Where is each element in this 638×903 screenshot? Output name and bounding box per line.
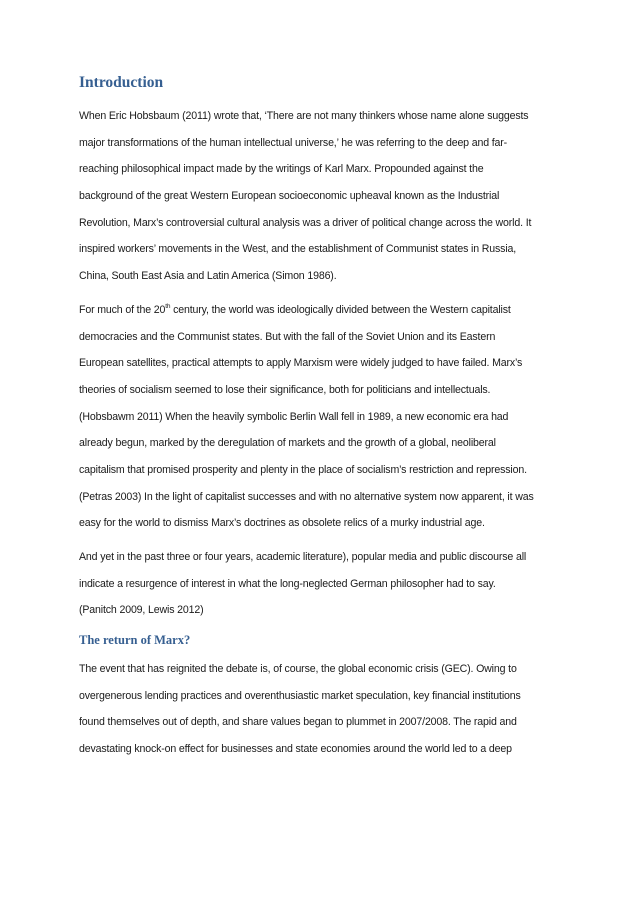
document-body — [79, 72, 565, 770]
text-line: devastating knock-on effect for businesses and state economies around the world led to a deep — [79, 743, 512, 756]
paragraph-2 — [79, 297, 565, 537]
text-line — [79, 297, 565, 324]
text-line: found themselves out of depth, and share values began to plummet in 2007/2008. The rapid and — [79, 716, 517, 729]
text-line: overgenerous lending practices and overenthusiastic market speculation, key financial institutions — [79, 689, 521, 702]
paragraph-4 — [79, 656, 565, 763]
paragraph-3 — [79, 544, 565, 624]
text-line: capitalism that promised prosperity and plenty in the place of socialism’s restriction and repression. — [79, 463, 527, 476]
text-line: democracies and the Communist states. But with the fall of the Soviet Union and its Eastern — [79, 330, 496, 343]
heading-introduction: Introduction — [79, 74, 164, 91]
text-line: (Hobsbawm 2011) When the heavily symbolic Berlin Wall fell in 1989, a new economic era had — [79, 410, 509, 423]
text-line: China, South East Asia and Latin America (Simon 1986). — [79, 270, 337, 283]
paragraph-1 — [79, 103, 565, 290]
text-line: already begun, marked by the deregulation of markets and the growth of a global, neoliberal — [79, 437, 496, 450]
text-line: When Eric Hobsbaum (2011) wrote that, ‘There are not many thinkers whose name alone suggests — [79, 110, 529, 122]
text-line: inspired workers’ movements in the West, and the establishment of Communist states in Russia, — [79, 243, 517, 256]
text-line: background of the great Western European socioeconomic upheaval known as the Industrial — [79, 190, 500, 203]
superscript: th — [165, 302, 171, 310]
text-line: major transformations of the human intellectual universe,’ he was referring to the deep and far- — [79, 136, 508, 149]
text-line: reaching philosophical impact made by the writings of Karl Marx. Propounded against the — [79, 163, 484, 176]
text-line: indicate a resurgence of interest in what the long-neglected German philosopher had to say. — [79, 577, 496, 590]
text-line: Revolution, Marx’s controversial cultural analysis was a driver of political change across the world. It — [79, 216, 532, 229]
text-line: easy for the world to dismiss Marx’s doctrines as obsolete relics of a murky industrial age. — [79, 517, 485, 530]
heading-return-of-marx: The return of Marx? — [79, 633, 191, 648]
text-line: (Panitch 2009, Lewis 2012) — [79, 604, 204, 617]
text-line: And yet in the past three or four years, academic literature), popular media and public discourse all — [79, 551, 527, 563]
text-segment: For much of the 20 — [79, 303, 166, 316]
text-line: European satellites, practical attempts to apply Marxism were widely judged to have failed. Marx’s — [79, 357, 523, 370]
text-segment: century, the world was ideologically divided between the Western capitalist — [170, 303, 511, 316]
text-line: The event that has reignited the debate is, of course, the global economic crisis (GEC). Owing to — [79, 663, 517, 676]
text-line: theories of socialism seemed to lose their significance, both for politicians and intellectuals. — [79, 383, 491, 396]
text-line: (Petras 2003) In the light of capitalist successes and with no alternative system now apparent, it was — [79, 490, 534, 503]
